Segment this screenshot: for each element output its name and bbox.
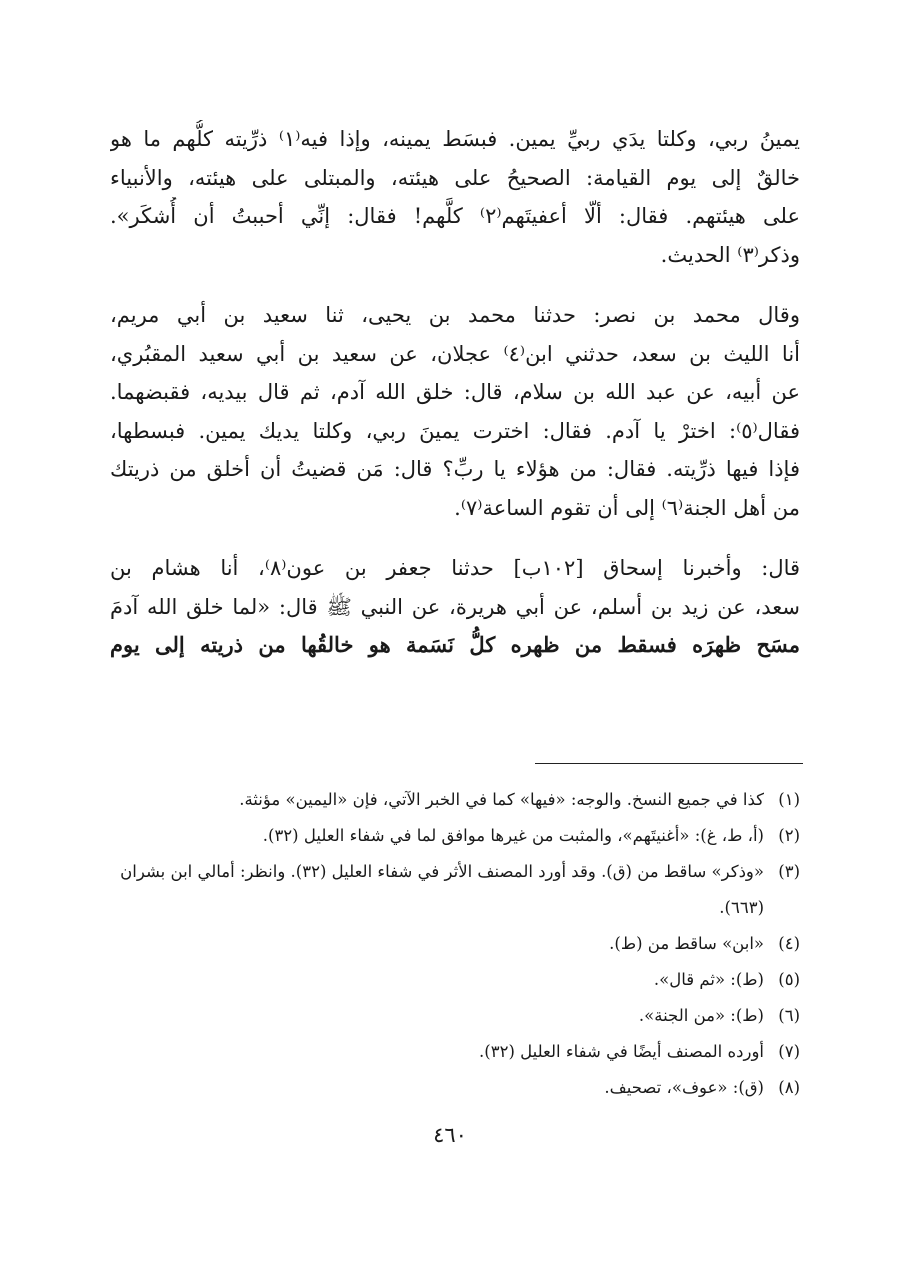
text-line: قال: وأخبرنا إسحاق [١٠٢ب] حدثنا جعفر بن عون⁽٨⁾، أنا هشام بن [110,556,800,580]
text-line: فإذا فيها ذرِّيته. فقال: من هؤلاء يا ربِّ؟ قال: مَن قضيتُ أن أخلق من ذريتك [110,457,800,481]
main-text [110,120,800,687]
footnote [110,1034,800,1070]
footnote [110,782,800,818]
footnote [110,962,800,998]
text-line: وقال محمد بن نصر: حدثنا محمد بن يحيى، ثنا سعيد بن أبي مريم، [110,303,800,327]
footnote [110,854,800,926]
text-line: أنا الليث بن سعد، حدثني ابن⁽٤⁾ عجلان، عن سعيد بن أبي سعيد المقبُري، [110,341,800,366]
footnote-text: أورده المصنف أيضًا في شفاء العليل (٣٢). [479,1042,764,1061]
footnote-number: (٨) [778,1078,800,1097]
footnote-number: (١) [778,790,800,809]
footnote-number: (٤) [778,934,800,953]
footnote [110,998,800,1034]
text-line: فقال⁽٥⁾: اخترْ يا آدم. فقال: اخترت يمينَ ربي، وكلتا يديك يمين. فبسطها، [110,418,800,443]
footnote-number: (٧) [778,1042,800,1061]
hadith-text-line: مسَح ظهرَه فسقط من ظهره كلُّ نَسَمة هو خالقُها من ذريته إلى يوم [110,632,800,657]
footnote-number: (٢) [778,826,800,845]
text-line: على هيئتهم. فقال: ألّا أعفيتَهم⁽٢⁾ كلَّهم! فقال: إنِّي أحببتُ أن أُشكَر». [110,204,800,228]
text-line: يمينُ ربي، وكلتا يدَي ربيِّ يمين. فبسَط يمينه، وإذا فيه⁽١⁾ ذرِّيته كلُّهم ما هو [110,127,800,151]
footnote [110,926,800,962]
text-line: عن أبيه، عن عبد الله بن سلام، قال: خلق الله آدم، ثم قال بيديه، فقبضهما. [110,380,800,404]
footnote-text: «ابن» ساقط من (ط). [609,934,764,953]
footnote-text: (أ، ط، غ): «أغنيتَهم»، والمثبت من غيرها موافق لما في شفاء العليل (٣٢). [262,826,764,845]
footnote-number: (٦) [778,1006,800,1025]
footnote-text: (ط): «من الجنة». [638,1006,764,1025]
text-line: وذكر⁽٣⁾ الحديث. [660,242,800,267]
text-line: خالقٌ إلى يوم القيامة: الصحيحُ على هيئته، والمبتلى على هيئته، والأنبياء [110,165,800,190]
paragraph-1 [110,120,800,274]
paragraph-2 [110,296,800,527]
footnote-number: (٥) [778,970,800,989]
footnote-text: «وذكر» ساقط من (ق). وقد أورد المصنف الأثر في شفاء العليل (٣٢). وانظر: أمالي ابن بشران (٦٦٣). [120,862,764,917]
footnote-text: (ق): «عوف»، تصحيف. [604,1078,764,1097]
text-line: سعد، عن زيد بن أسلم، عن أبي هريرة، عن النبي ﷺ قال: «لما خلق الله آدمَ [110,594,800,619]
footnote-number: (٣) [778,862,800,881]
text-line: من أهل الجنة⁽٦⁾ إلى أن تقوم الساعة⁽٧⁾. [454,495,800,520]
footnote-text: كذا في جميع النسخ. والوجه: «فيها» كما في الخبر الآتي، فإن «اليمين» مؤنثة. [239,790,764,809]
footnotes [110,782,800,1106]
paragraph-3 [110,549,800,665]
footnote [110,1070,800,1106]
footnote-separator [535,763,803,764]
footnote [110,818,800,854]
page-number: ٤٦٠ [433,1123,467,1147]
footnote-text: (ط): «ثم قال». [653,970,764,989]
